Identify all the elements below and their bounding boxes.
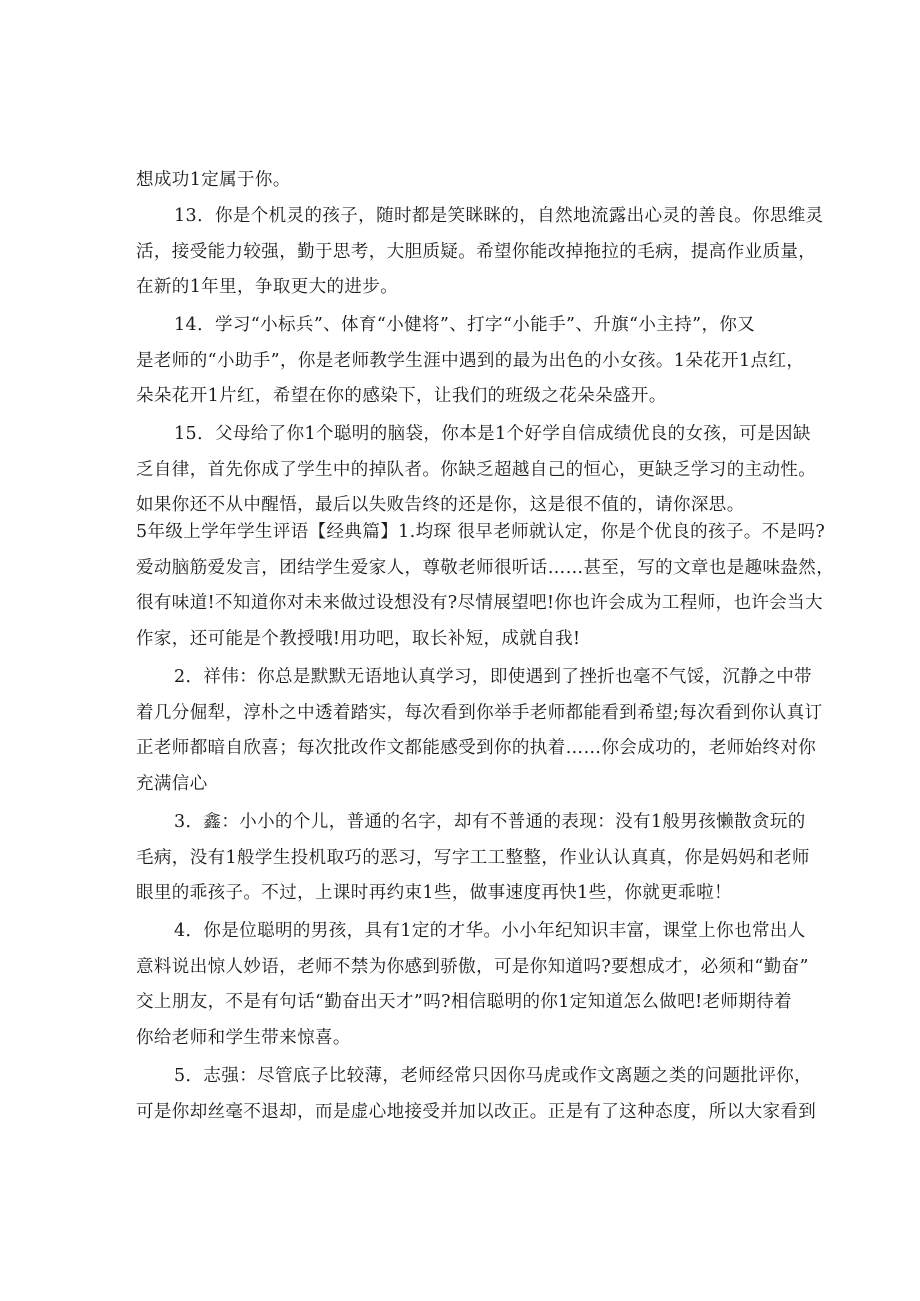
text-line: 着几分倔犁，淳朴之中透着踏实，每次看到你举手老师都能看到希望;每次看到你认真订 xyxy=(136,702,823,723)
text-line: 爱动脑筋爱发言，团结学生爱家人，尊敬老师很听话……甚至，写的文章也是趣味盎然， xyxy=(136,557,835,578)
text-line: 想成功1定属于你。 xyxy=(136,170,291,190)
text-line: 如果你还不从中醒悟，最后以失败告终的还是你，这是很不值的，请你深思。 xyxy=(136,495,745,515)
text-line: 4．你是位聪明的男孩，具有1定的才华。小小年纪知识丰富，课堂上你也常出人 xyxy=(174,921,806,941)
paragraph-2 xyxy=(136,660,823,802)
paragraph-15 xyxy=(136,417,817,524)
text-line: 活，接受能力较强，勤于思考，大胆质疑。希望你能改掉拖拉的毛病，提高作业质量， xyxy=(136,241,817,262)
text-line: 乏自律，首先你成了学生中的掉队者。你缺乏超越自己的恒心，更缺乏学习的主动性。 xyxy=(136,459,817,480)
text-line: 毛病，没有1般学生投机取巧的恶习，写字工工整整，作业认认真真，你是妈妈和老师 xyxy=(136,847,810,868)
text-line: 很有味道!不知道你对未来做过设想没有?尽情展望吧!你也许会成为工程师，也许会当大 xyxy=(136,593,823,613)
text-line: 14．学习“小标兵”、体育“小健将”、打字“小能手”、升旗“小主持”，你又 xyxy=(174,315,756,335)
paragraph-5 xyxy=(136,1059,817,1130)
text-line: 可是你却丝毫不退却，而是虚心地接受并加以改正。正是有了这种态度，所以大家看到 xyxy=(136,1101,817,1122)
paragraph-continuation xyxy=(136,163,796,199)
text-line: 是老师的“小助手”，你是老师教学生涯中遇到的最为出色的小女孩。1朵花开1点红， xyxy=(136,350,805,371)
text-line: 13．你是个机灵的孩子，随时都是笑眯眯的，自然地流露出心灵的善良。你思维灵 xyxy=(174,206,824,226)
text-line: 意料说出惊人妙语，老师不禁为你感到骄傲，可是你知道吗?要想成才，必须和“勤奋” xyxy=(136,956,809,977)
paragraph-13 xyxy=(136,199,824,306)
text-line: 2．祥伟：你总是默默无语地认真学习，即使遇到了挫折也毫不气馁，沉静之中带 xyxy=(174,667,813,687)
paragraph-14 xyxy=(136,308,805,415)
text-line: 5．志强：尽管底子比较薄，老师经常只因你马虎或作文离题之类的问题批评你， xyxy=(174,1066,813,1086)
text-line: 作家，还可能是个教授哦!用功吧，取长补短，成就自我! xyxy=(136,628,581,649)
paragraph-3 xyxy=(136,805,810,912)
text-line: 朵朵花开1片红，希望在你的感染下，让我们的班级之花朵朵盛开。 xyxy=(136,386,667,406)
text-line: 充满信心 xyxy=(136,773,208,794)
text-line: 在新的1年里，争取更大的进步。 xyxy=(136,277,399,297)
paragraph-4 xyxy=(136,914,809,1056)
text-line: 眼里的乖孩子。不过，上课时再约束1些，做事速度再快1些，你就更乖啦！ xyxy=(136,883,732,903)
text-line: 正老师都暗自欣喜；每次批改作文都能感受到你的执着……你会成功的，老师始终对你 xyxy=(136,738,817,758)
section-heading-paragraph xyxy=(136,515,835,657)
text-line: 你给老师和学生带来惊喜。 xyxy=(136,1027,351,1048)
text-line: 交上朋友，不是有句话“勤奋出天才”吗?相信聪明的你1定知道怎么做吧!老师期待着 xyxy=(136,992,793,1012)
text-line: 3．鑫：小小的个儿，普通的名字，却有不普通的表现：没有1般男孩懒散贪玩的 xyxy=(174,812,806,832)
text-line: 5年级上学年学生评语【经典篇】1.均琛 很早老师就认定，你是个优良的孩子。不是吗? xyxy=(136,522,826,542)
text-line: 15．父母给了你1个聪明的脑袋，你本是1个好学自信成绩优良的女孩，可是因缺 xyxy=(174,424,811,444)
